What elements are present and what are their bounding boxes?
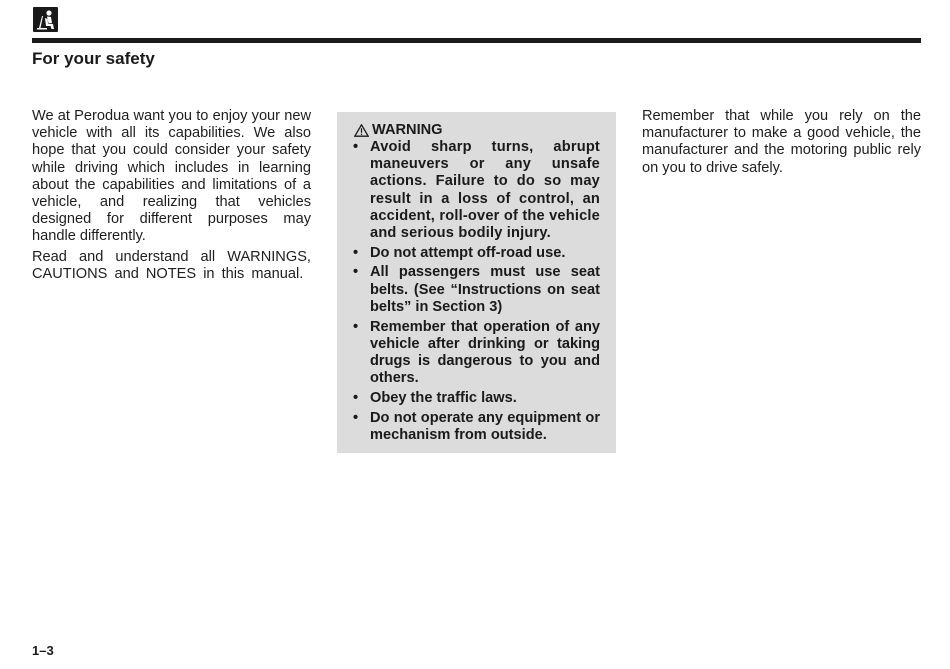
warning-heading <box>354 121 600 139</box>
warning-item <box>353 319 600 388</box>
warning-item-text: Do not operate any equipment or mechanism from outside. <box>370 409 600 443</box>
bullet: • <box>353 318 359 335</box>
warning-triangle-icon <box>354 124 369 137</box>
warning-heading-label: WARNING <box>372 122 443 138</box>
warning-item <box>353 139 600 242</box>
intro-column <box>32 108 311 286</box>
intro-paragraph: We at Perodua want you to enjoy your new vehicle with all its capabilities. We also hope that you could consider your safety while driving which includes in learning about the capabilities and limitations of a vehicle, and realizing that vehicles designed for different purposes may handle differently. <box>32 108 311 245</box>
header-rule <box>32 38 921 43</box>
warning-item <box>353 245 600 262</box>
warning-list <box>353 139 600 444</box>
reminder-paragraph: Remember that while you rely on the manufacturer to make a good vehicle, the manufacturer and the motoring public rely on you to drive safely. <box>642 108 921 176</box>
bullet: • <box>353 139 359 155</box>
seated-person-safety-icon <box>33 7 58 32</box>
warning-box <box>337 112 616 453</box>
warning-item-text: Do not attempt off-road use. <box>370 244 566 261</box>
warning-item <box>353 390 600 407</box>
bullet: • <box>353 264 359 281</box>
page-number: 1–3 <box>32 643 54 658</box>
warning-item-text: All passengers must use seat belts. (See “Instructions on seat belts” in Section 3) <box>370 264 600 315</box>
warning-item <box>353 264 600 316</box>
warning-item <box>353 410 600 444</box>
bullet: • <box>353 244 359 261</box>
warning-item-text: Avoid sharp turns, abrupt maneuvers or any unsafe actions. Failure to do so may result in a loss of control, an accident, roll-over of the vehicle and serious bodily injury. <box>370 139 600 242</box>
bullet: • <box>353 389 359 406</box>
warning-item-text: Obey the traffic laws. <box>370 389 517 406</box>
reminder-column <box>642 108 921 180</box>
warning-item-text: Remember that operation of any vehicle after drinking or taking drugs is dangerous to you and others. <box>370 318 600 387</box>
page-title: For your safety <box>32 49 155 68</box>
read-manual-paragraph: Read and understand all WARNINGS, CAUTIONS and NOTES in this manual. <box>32 248 311 282</box>
bullet: • <box>353 409 359 426</box>
